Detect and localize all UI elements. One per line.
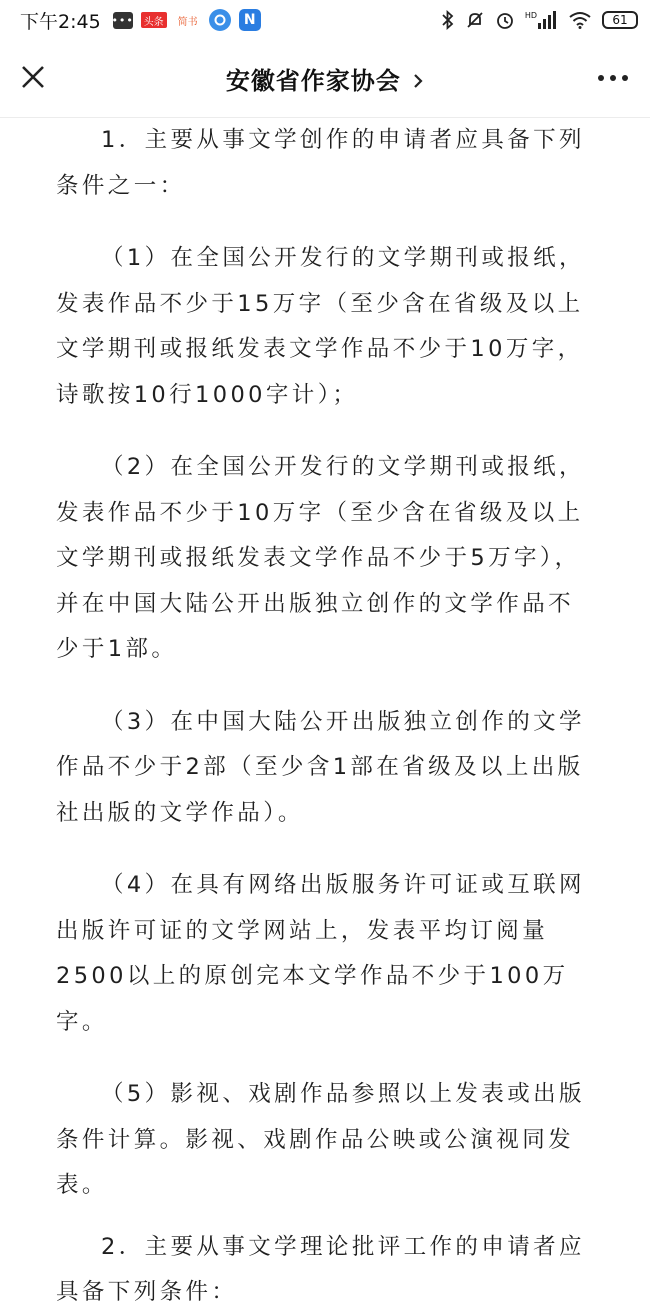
cellular-signal-icon	[538, 11, 558, 29]
message-notification-icon: •••	[111, 13, 134, 27]
jianshu-notification-icon: 简书	[177, 16, 198, 28]
wifi-icon	[568, 11, 592, 29]
nav-bar	[0, 40, 650, 118]
article-paragraph: （1）在全国公开发行的文学期刊或报纸，发表作品不少于15万字（至少含在省级及以上文学期刊或报纸发表文学作品不少于10万字，诗歌按10行1000字计）；	[56, 245, 585, 408]
status-bar	[0, 0, 650, 40]
status-right	[441, 10, 638, 30]
toutiao-notification-icon: 头条	[141, 12, 167, 28]
status-left	[20, 7, 261, 34]
article-paragraph: （3）在中国大陆公开出版独立创作的文学作品不少于2部（至少含1部在省级及以上出版社出版的文学作品）。	[56, 708, 585, 826]
article-paragraph: （5）影视、戏剧作品参照以上发表或出版条件计算。影视、戏剧作品公映或公演视同发表。	[56, 1081, 585, 1198]
bluetooth-icon	[441, 10, 455, 30]
status-time: 下午2:45	[20, 10, 101, 33]
signal-indicator	[525, 11, 558, 29]
article-paragraph: 2．主要从事文学理论批评工作的申请者应具备下列条件：	[56, 1233, 585, 1305]
article-paragraph: （4）在具有网络出版服务许可证或互联网出版许可证的文学网站上，发表平均订阅量2500以上的原创完本文学作品不少于100万字。	[56, 872, 585, 1035]
alarm-icon	[495, 10, 515, 30]
mute-bell-icon	[465, 10, 485, 30]
page-title[interactable]	[0, 61, 650, 96]
battery-indicator: 61	[602, 11, 638, 29]
article-paragraph: 1．主要从事文学创作的申请者应具备下列条件之一：	[56, 127, 585, 199]
page-title-text: 安徽省作家协会	[225, 67, 401, 95]
chevron-right-icon	[412, 72, 424, 90]
article-content	[56, 118, 596, 1316]
more-options-icon[interactable]	[596, 68, 630, 88]
hd-label: HD	[524, 11, 537, 20]
article-paragraph: （2）在全国公开发行的文学期刊或报纸，发表作品不少于10万字（至少含在省级及以上文学期刊或报纸发表文学作品不少于5万字），并在中国大陆公开出版独立创作的文学作品不少于1部。	[56, 454, 585, 662]
n-app-notification-icon: N	[239, 9, 261, 31]
app-notification-icon	[209, 9, 231, 31]
